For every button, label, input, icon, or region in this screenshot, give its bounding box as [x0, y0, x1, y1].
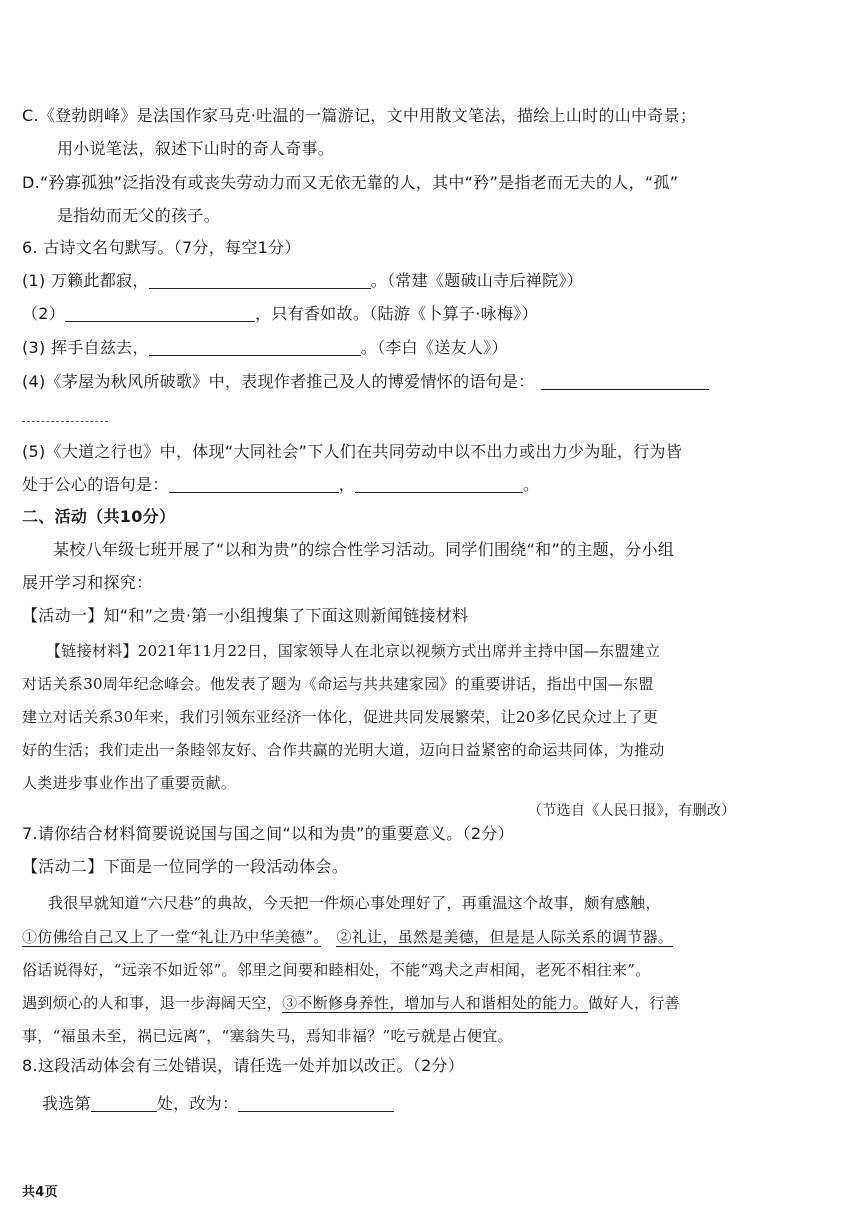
item-5-prefix: 处于公心的语句是： [22, 475, 169, 494]
question-6-item-5-line-2 [22, 474, 539, 496]
section-2-title: 二、活动（共10分） [22, 507, 176, 526]
spacer [321, 928, 336, 946]
item-2-suffix: ，只有香如故。（陆游《卜算子·咏梅》） [255, 304, 538, 323]
answer-blank[interactable] [149, 272, 371, 289]
question-6-item-1 [22, 270, 583, 292]
experience-line-2 [22, 926, 673, 948]
question-6-item-4 [22, 371, 709, 393]
error-mark-3: ③不断修身养性，增加与人和谐相处的能力。 [282, 994, 589, 1012]
material-source: （节选自《人民日报》，有删改） [528, 803, 736, 819]
option-c-line-2: 用小说笔法，叙述下山时的奇人奇事。 [57, 139, 335, 158]
answer-blank[interactable] [355, 476, 523, 493]
experience-line-4-suffix: 做好人，行善 [588, 994, 680, 1012]
item-5-end: 。 [523, 475, 540, 494]
page-count: 共4页 [22, 1185, 58, 1200]
item-3-suffix: 。（李白《送友人》） [360, 338, 508, 357]
answer-blank[interactable] [149, 339, 361, 356]
item-3-prefix: (3) 挥手自兹去， [22, 338, 149, 357]
question-6-item-5-line-1: (5)《大道之行也》中，体现“大同社会”下人们在共同劳动中以不出力或出力少为耻，行为皆 [22, 442, 683, 461]
answer-blank[interactable] [238, 1095, 394, 1112]
question-7: 7.请你结合材料简要说说国与国之间“以和为贵”的重要意义。（2分） [22, 824, 514, 843]
question-6-header: 6. 古诗文名句默写。（7分，每空1分） [22, 238, 301, 257]
experience-line-1: 我很早就知道“六尺巷”的典故，今天把一件烦心事处理好了，再重温这个故事，颇有感触， [48, 894, 661, 912]
option-d-line-1: D.“矜寡孤独”泛指没有或丧失劳动力而又无依无靠的人，其中“矜”是指老而无夫的人，“孤” [22, 173, 679, 192]
activity-2-heading: 【活动二】下面是一位同学的一段活动体会。 [22, 857, 349, 876]
answer-blank[interactable] [541, 373, 709, 390]
experience-line-4-prefix: 遇到烦心的人和事，退一步海阔天空， [22, 994, 283, 1012]
activity-1-heading: 【活动一】知“和”之贵·第一小组搜集了下面这则新闻链接材料 [22, 606, 469, 625]
experience-line-5: 事，“福虽未至，祸已远离”，“塞翁失马，焉知非福？”吃亏就是占便宜。 [22, 1027, 513, 1045]
question-6-item-2 [22, 303, 538, 325]
question-8-answer [42, 1093, 394, 1115]
item-2-prefix: （2） [22, 304, 66, 323]
material-line-4: 好的生活；我们走出一条睦邻友好、合作共赢的光明大道，迈向日益紧密的命运共同体，为推动 [22, 741, 665, 759]
option-c-line-1: C.《登勃朗峰》是法国作家马克·吐温的一篇游记，文中用散文笔法，描绘上山时的山中奇景； [22, 106, 697, 125]
material-line-1: 【链接材料】2021年11月22日，国家领导人在北京以视频方式出席并主持中国—东盟建立 [46, 642, 661, 660]
material-line-2: 对话关系30周年纪念峰会。他发表了题为《命运与共共建家园》的重要讲话，指出中国—东盟 [22, 675, 654, 693]
item-1-prefix: (1) 万籁此都寂， [22, 271, 149, 290]
experience-line-4 [22, 992, 680, 1014]
answer-blank[interactable] [91, 1095, 157, 1112]
item-4-text: (4)《茅屋为秋风所破歌》中，表现作者推己及人的博爱情怀的语句是： [22, 372, 535, 391]
question-6-item-3 [22, 337, 508, 359]
material-line-5: 人类进步事业作出了重要贡献。 [22, 774, 237, 792]
section-2-intro-line-2: 展开学习和探究： [22, 573, 153, 592]
item-5-comma: ， [338, 475, 356, 494]
answer-blank[interactable] [65, 305, 255, 322]
answer-prefix: 我选第 [42, 1094, 91, 1113]
question-8: 8.这段活动体会有三处错误，请任选一处并加以改正。（2分） [22, 1056, 465, 1075]
experience-line-3: 俗话说得好，“远亲不如近邻”。邻里之间要和睦相处，不能“鸡犬之声相闻，老死不相往来”。 [22, 961, 651, 979]
answer-middle: 处，改为： [156, 1094, 239, 1113]
answer-blank[interactable] [169, 476, 339, 493]
section-2-intro-line-1: 某校八年级七班开展了“以和为贵”的综合性学习活动。同学们围绕“和”的主题，分小组 [53, 540, 675, 559]
option-d-line-2: 是指幼而无父的孩子。 [57, 206, 221, 225]
item-4-continuation-line[interactable] [22, 421, 108, 422]
error-mark-1: ①仿佛给自己又上了一堂“礼让乃中华美德”。 [22, 928, 322, 946]
material-line-3: 建立对话关系30年来，我们引领东亚经济一体化，促进共同发展繁荣，让20多亿民众过上了更 [22, 708, 659, 726]
item-1-suffix: 。（常建《题破山寺后禅院》） [370, 271, 583, 290]
error-mark-2: ②礼让，虽然是美德，但是是人际关系的调节器。 [336, 928, 674, 946]
